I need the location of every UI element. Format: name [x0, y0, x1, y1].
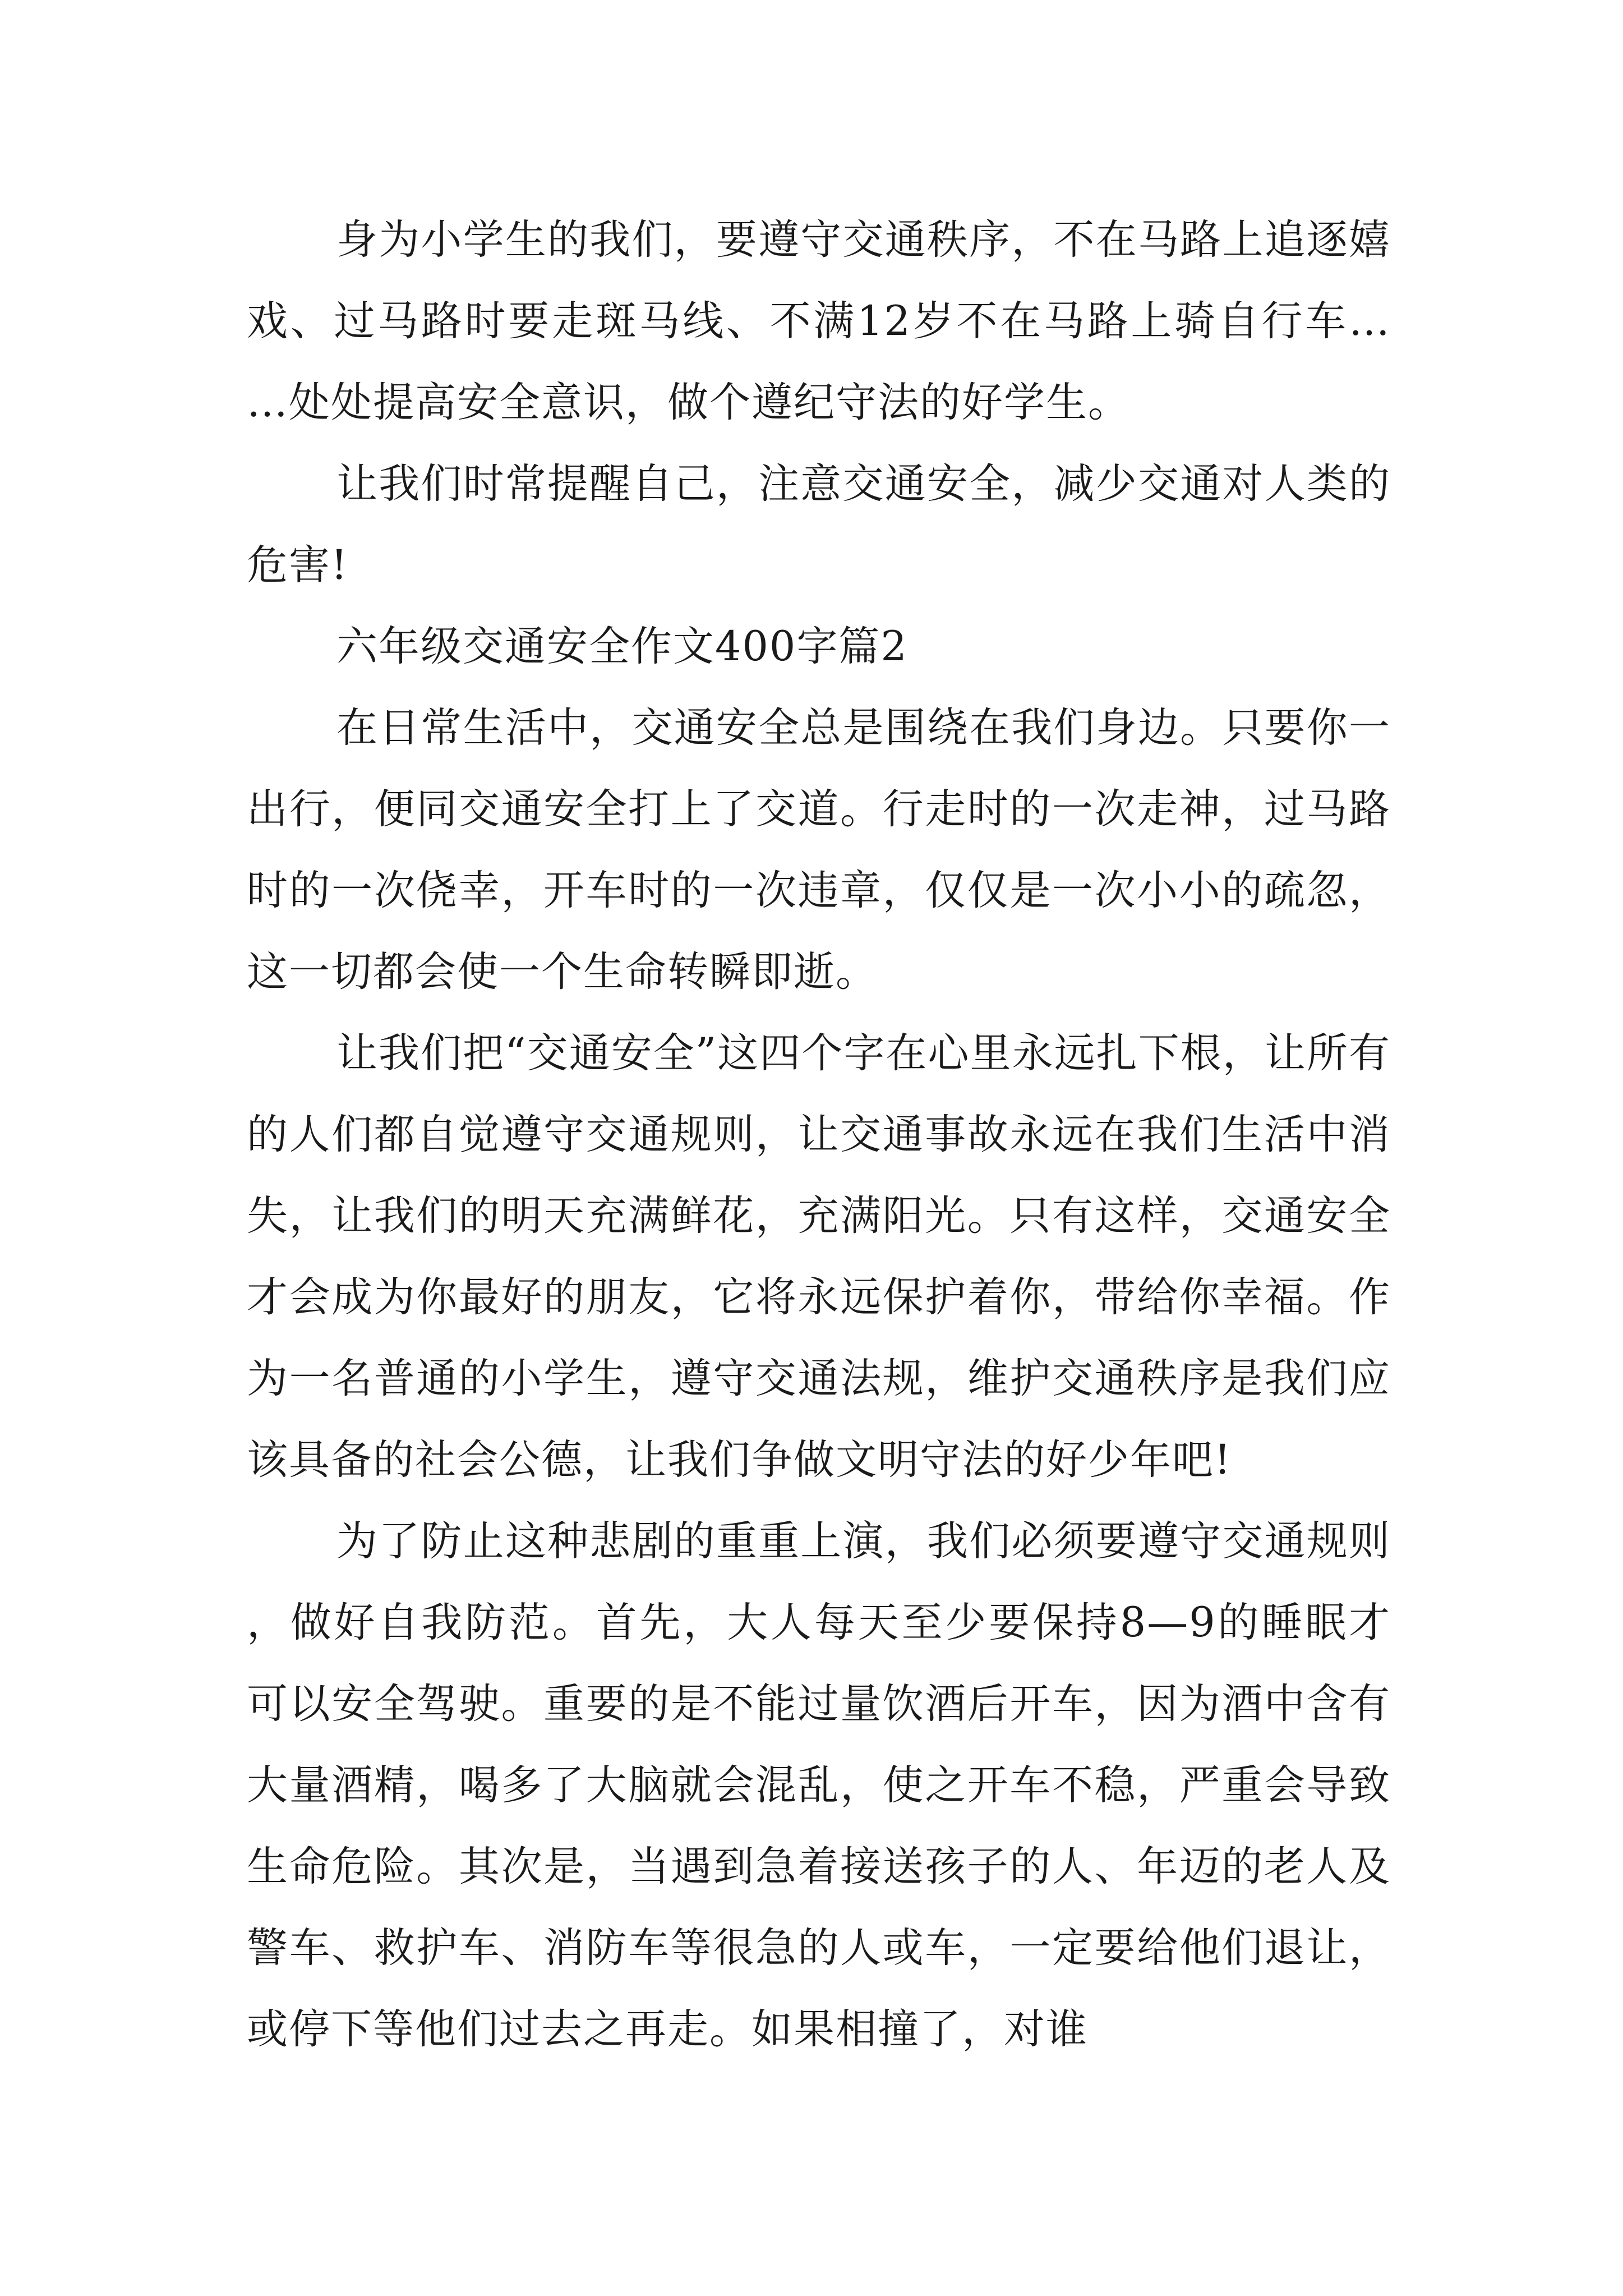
paragraph-1: 身为小学生的我们，要遵守交通秩序，不在马路上追逐嬉戏、过马路时要走斑马线、不满12岁不在马路上骑自行车……处处提高安全意识，做个遵纪守法的好学生。: [247, 216, 1391, 426]
paragraph-3: 在日常生活中，交通安全总是围绕在我们身边。只要你一出行，便同交通安全打上了交道。行走时的一次走神，过马路时的一次侥幸，开车时的一次违章，仅仅是一次小小的疏忽，这一切都会使一个生命转瞬即逝。: [247, 704, 1391, 996]
section-heading: 六年级交通安全作文400字篇2: [336, 623, 908, 670]
paragraph-5: 为了防止这种悲剧的重重上演，我们必须要遵守交通规则，做好自我防范。首先，大人每天至少要保持8—9的睡眠才可以安全驾驶。重要的是不能过量饮酒后开车，因为酒中含有大量酒精，喝多了大脑就会混乱，使之开车不稳，严重会导致生命危险。其次是，当遇到急着接送孩子的人、年迈的老人及警车、救护车、消防车等很急的人或车，一定要给他们退让，或停下等他们过去之再走。如果相撞了，对谁: [247, 1517, 1391, 2053]
document-body: [247, 199, 1391, 2070]
paragraph-4: 让我们把“交通安全”这四个字在心里永远扎下根，让所有的人们都自觉遵守交通规则，让交通事故永远在我们生活中消失，让我们的明天充满鲜花，充满阳光。只有这样，交通安全才会成为你最好的朋友，它将永远保护着你，带给你幸福。作为一名普通的小学生，遵守交通法规，维护交通秩序是我们应该具备的社会公德，让我们争做文明守法的好少年吧!: [247, 1029, 1391, 1484]
paragraph-2: 让我们时常提醒自己，注意交通安全，减少交通对人类的危害!: [247, 460, 1391, 589]
